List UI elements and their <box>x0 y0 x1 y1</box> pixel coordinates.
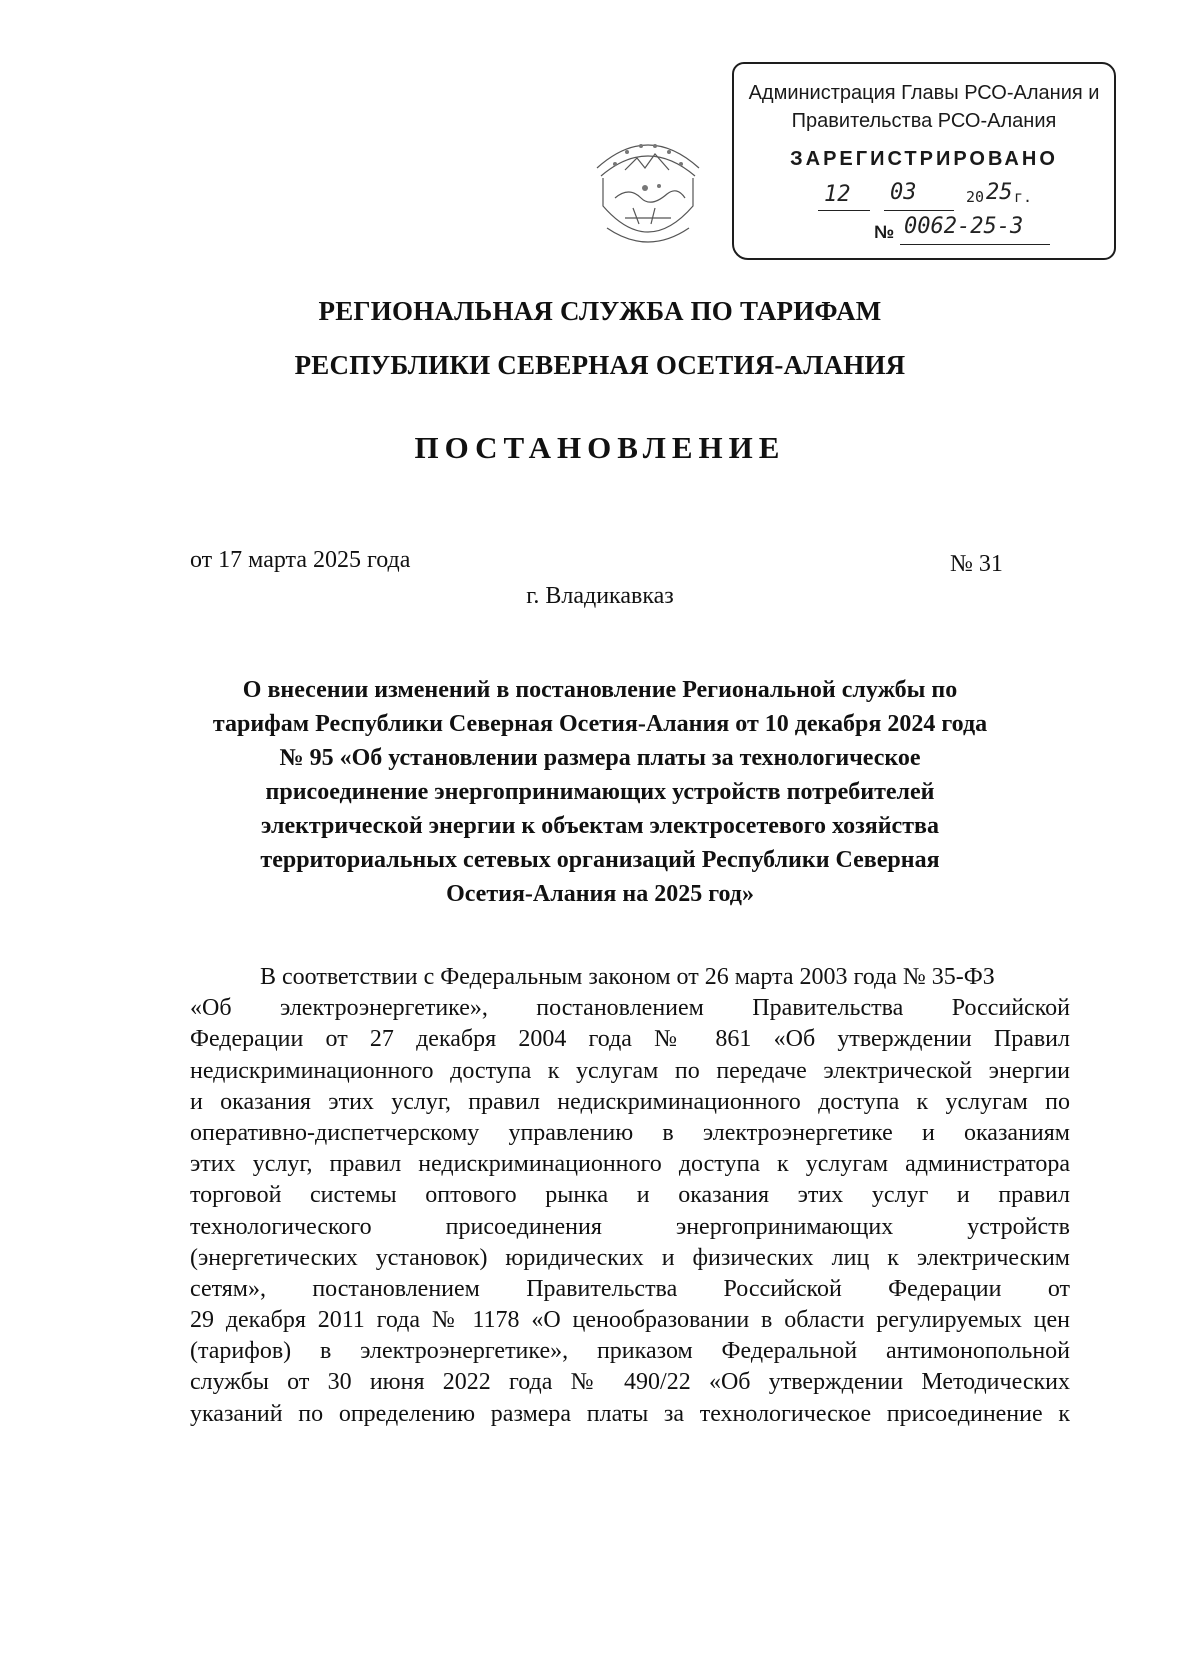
body-line: торговой системы оптового рынка и оказания этих услуг и правил <box>190 1182 1070 1209</box>
stamp-org-line-2: Правительства РСО-Алания <box>791 110 1057 132</box>
body-line: технологического присоединения энергопринимающих устройств <box>190 1213 1070 1240</box>
body-line: оперативно-диспетчерскому управлению в электроэнергетике и оказаниям <box>190 1119 1070 1146</box>
document-number: № 31 <box>950 551 1003 577</box>
agency-name-line-1: РЕГИОНАЛЬНАЯ СЛУЖБА ПО ТАРИФАМ <box>318 296 882 326</box>
stamp-day-underline <box>818 210 870 211</box>
registration-stamp <box>732 62 1116 260</box>
title-line: тарифам Республики Северная Осетия-Алания от 10 декабря 2024 года <box>212 711 988 737</box>
stamp-day: 12 <box>824 182 851 207</box>
stamp-year-abbr: г. <box>1014 188 1033 206</box>
body-line: В соответствии с Федеральным законом от 26 марта 2003 года № 35-ФЗ <box>260 964 995 990</box>
coat-of-arms-emblem <box>585 128 711 254</box>
body-line: (тарифов) в электроэнергетике», приказом Федеральной антимонопольной <box>190 1338 1070 1365</box>
stamp-year-prefix: 20 <box>966 188 985 206</box>
agency-name-line-2: РЕСПУБЛИКИ СЕВЕРНАЯ ОСЕТИЯ-АЛАНИЯ <box>294 350 906 380</box>
body-line: «Об электроэнергетике», постановлением Правительства Российской <box>190 995 1070 1022</box>
stamp-month: 03 <box>890 180 917 205</box>
stamp-number-underline <box>900 244 1050 245</box>
stamp-org-line-1: Администрация Главы РСО-Алания и <box>748 82 1100 104</box>
document-type: ПОСТАНОВЛЕНИЕ <box>414 430 786 465</box>
stamp-month-underline <box>884 210 954 211</box>
title-line: территориальных сетевых организаций Республики Северная <box>260 847 940 873</box>
stamp-year-suffix: 25 <box>986 180 1013 205</box>
body-line: и оказания этих услуг, правил недискриминационного доступа к услугам по <box>190 1088 1070 1115</box>
title-line: Осетия-Алания на 2025 год» <box>446 881 754 907</box>
body-line: (энергетических установок) юридических и физических лиц к электрическим <box>190 1244 1070 1271</box>
stamp-number: 0062-25-3 <box>904 214 1024 239</box>
body-line: этих услуг, правил недискриминационного доступа к услугам администратора <box>190 1151 1070 1178</box>
title-line: О внесении изменений в постановление Региональной службы по <box>242 677 958 703</box>
body-line: Федерации от 27 декабря 2004 года № 861 «Об утверждении Правил <box>190 1026 1070 1053</box>
title-line: присоединение энергопринимающих устройств потребителей <box>265 779 935 805</box>
body-line: недискриминационного доступа к услугам по передаче электрической энергии <box>190 1057 1070 1084</box>
body-line: указаний по определению размера платы за технологическое присоединение к <box>190 1400 1070 1427</box>
title-line: электрической энергии к объектам электросетевого хозяйства <box>261 813 939 839</box>
stamp-status: ЗАРЕГИСТРИРОВАНО <box>790 148 1058 170</box>
document-title <box>170 673 1030 911</box>
document-body <box>190 962 1070 1430</box>
stamp-number-label: № <box>874 222 895 242</box>
body-line: 29 декабря 2011 года № 1178 «О ценообразовании в области регулируемых цен <box>190 1307 1070 1334</box>
document-city: г. Владикавказ <box>526 583 674 609</box>
body-line: службы от 30 июня 2022 года № 490/22 «Об утверждении Методических <box>190 1369 1070 1396</box>
document-date: от 17 марта 2025 года <box>190 547 411 573</box>
body-line: сетям», постановлением Правительства Российской Федерации от <box>190 1275 1070 1302</box>
title-line: № 95 «Об установлении размера платы за технологическое <box>279 745 921 771</box>
